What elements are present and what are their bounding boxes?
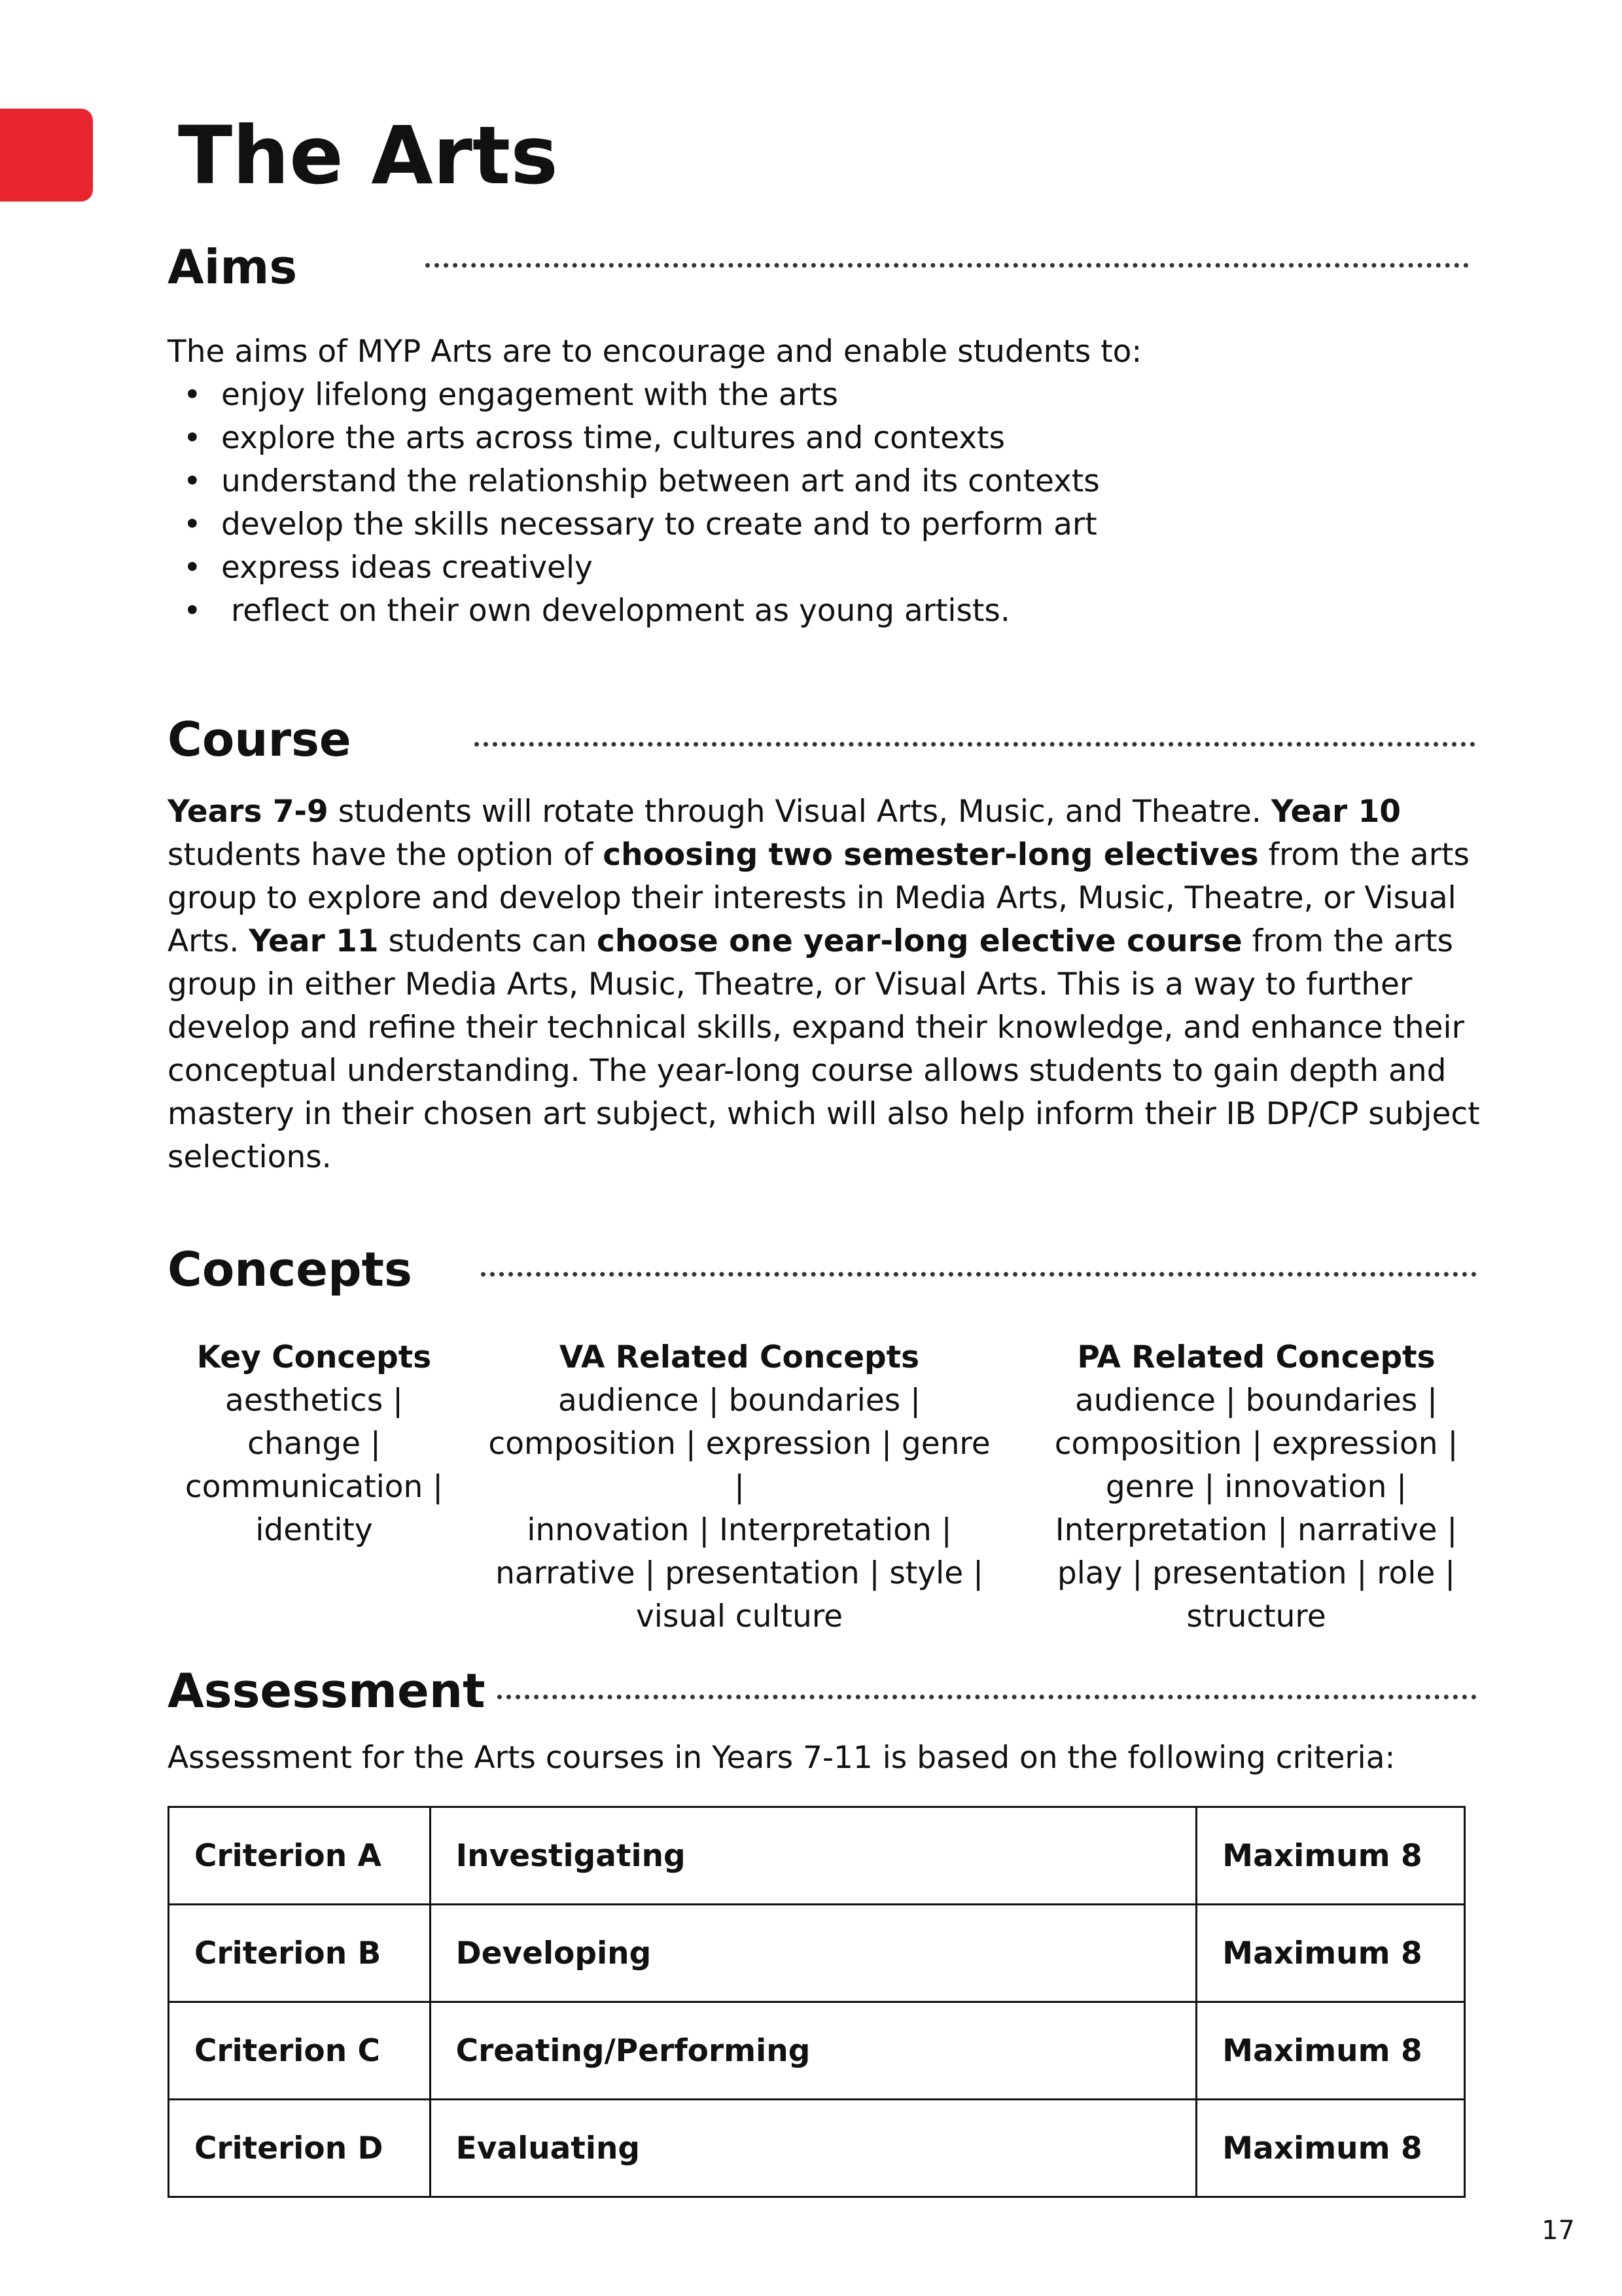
concept-line: narrative | presentation | style | [495, 1555, 983, 1591]
concept-line: structure [1186, 1598, 1326, 1634]
course-emphasis: choosing two semester-long electives [603, 837, 1259, 873]
maximum-cell: Maximum 8 [1197, 1807, 1465, 1905]
concept-line: communication | [185, 1469, 444, 1505]
concept-line: audience | boundaries | [1074, 1383, 1438, 1419]
assessment-criteria-table [167, 1806, 1466, 2198]
criterion-name-cell: Investigating [430, 1807, 1197, 1905]
criterion-name-cell: Evaluating [430, 2100, 1197, 2197]
aims-list-item: • enjoy lifelong engagement with the arts [183, 374, 1100, 417]
aims-list-item: • express ideas creatively [183, 546, 1100, 590]
criterion-cell: Criterion B [169, 1905, 431, 2002]
va-related-concepts-column [484, 1336, 995, 1638]
concept-line: innovation | Interpretation | [527, 1512, 952, 1548]
aims-heading: Aims [167, 239, 298, 294]
course-emphasis: Years 7-9 [167, 794, 328, 830]
aims-list-item: • explore the arts across time, cultures and contexts [183, 417, 1100, 460]
aims-list-item: • understand the relationship between art and its contexts [183, 460, 1100, 503]
maximum-cell: Maximum 8 [1197, 2100, 1465, 2197]
course-emphasis: choose one year-long elective course [596, 923, 1243, 959]
course-emphasis: Year 10 [1271, 794, 1401, 830]
aims-list-item: • develop the skills necessary to create and to perform art [183, 503, 1100, 546]
criterion-cell: Criterion D [169, 2100, 431, 2197]
assessment-intro: Assessment for the Arts courses in Years 7-11 is based on the following criteria: [167, 1740, 1396, 1776]
table-row [169, 2002, 1465, 2100]
concept-line: Interpretation | narrative | [1055, 1512, 1458, 1548]
concept-line: change | [247, 1426, 381, 1462]
criterion-name-cell: Creating/Performing [430, 2002, 1197, 2100]
course-divider [474, 742, 1475, 747]
aims-list-item: • reflect on their own development as young artists. [183, 590, 1100, 633]
course-heading: Course [167, 712, 351, 767]
aims-intro: The aims of MYP Arts are to encourage and enable students to: [167, 334, 1142, 370]
section-color-tab [0, 109, 93, 202]
aims-divider [425, 263, 1469, 268]
criterion-cell: Criterion C [169, 2002, 431, 2100]
concept-line: identity [255, 1512, 373, 1548]
course-text: students will rotate through Visual Arts, Music, and Theatre. [328, 794, 1271, 830]
concept-column-heading: VA Related Concepts [559, 1339, 920, 1375]
concept-line: composition | expression | genre | [488, 1426, 991, 1505]
key-concepts-column [150, 1336, 478, 1552]
concept-column-heading: PA Related Concepts [1077, 1339, 1436, 1375]
concept-line: audience | boundaries | [557, 1383, 921, 1419]
table-row [169, 1905, 1465, 2002]
concept-column-heading: Key Concepts [196, 1339, 432, 1375]
concept-line: play | presentation | role | [1057, 1555, 1456, 1591]
concepts-heading: Concepts [167, 1242, 412, 1297]
course-text: students have the option of [167, 837, 603, 873]
course-text: from the arts group in either Media Arts, Music, Theatre, or Visual Arts. This is a way to further develop and refine their technical skills, expand their knowledge, and enhance their conceptual understanding. The year-long course allows students to gain depth and mastery in their chosen art subject, which will also help inform their IB DP/CP subject selections. [167, 923, 1480, 1175]
course-paragraph [167, 790, 1489, 1179]
table-row [169, 2100, 1465, 2197]
course-text: students can [378, 923, 597, 959]
criterion-cell: Criterion A [169, 1807, 431, 1905]
page-number: 17 [1542, 2216, 1575, 2246]
concepts-divider [481, 1272, 1477, 1277]
criterion-name-cell: Developing [430, 1905, 1197, 2002]
table-row [169, 1807, 1465, 1905]
page-title: The Arts [178, 109, 558, 202]
aims-list [183, 374, 1100, 633]
course-emphasis: Year 11 [249, 923, 379, 959]
assessment-divider [497, 1695, 1477, 1699]
concept-line: composition | expression | [1054, 1426, 1458, 1462]
maximum-cell: Maximum 8 [1197, 1905, 1465, 2002]
concept-line: genre | innovation | [1105, 1469, 1407, 1505]
course-text: from the arts group to explore and develop their interests in Media Arts, Music, Theatre, or Visual Arts. [167, 837, 1470, 959]
concept-line: visual culture [635, 1598, 843, 1634]
assessment-heading: Assessment [167, 1663, 485, 1718]
maximum-cell: Maximum 8 [1197, 2002, 1465, 2100]
pa-related-concepts-column [1014, 1336, 1498, 1638]
concept-line: aesthetics | [225, 1383, 403, 1419]
